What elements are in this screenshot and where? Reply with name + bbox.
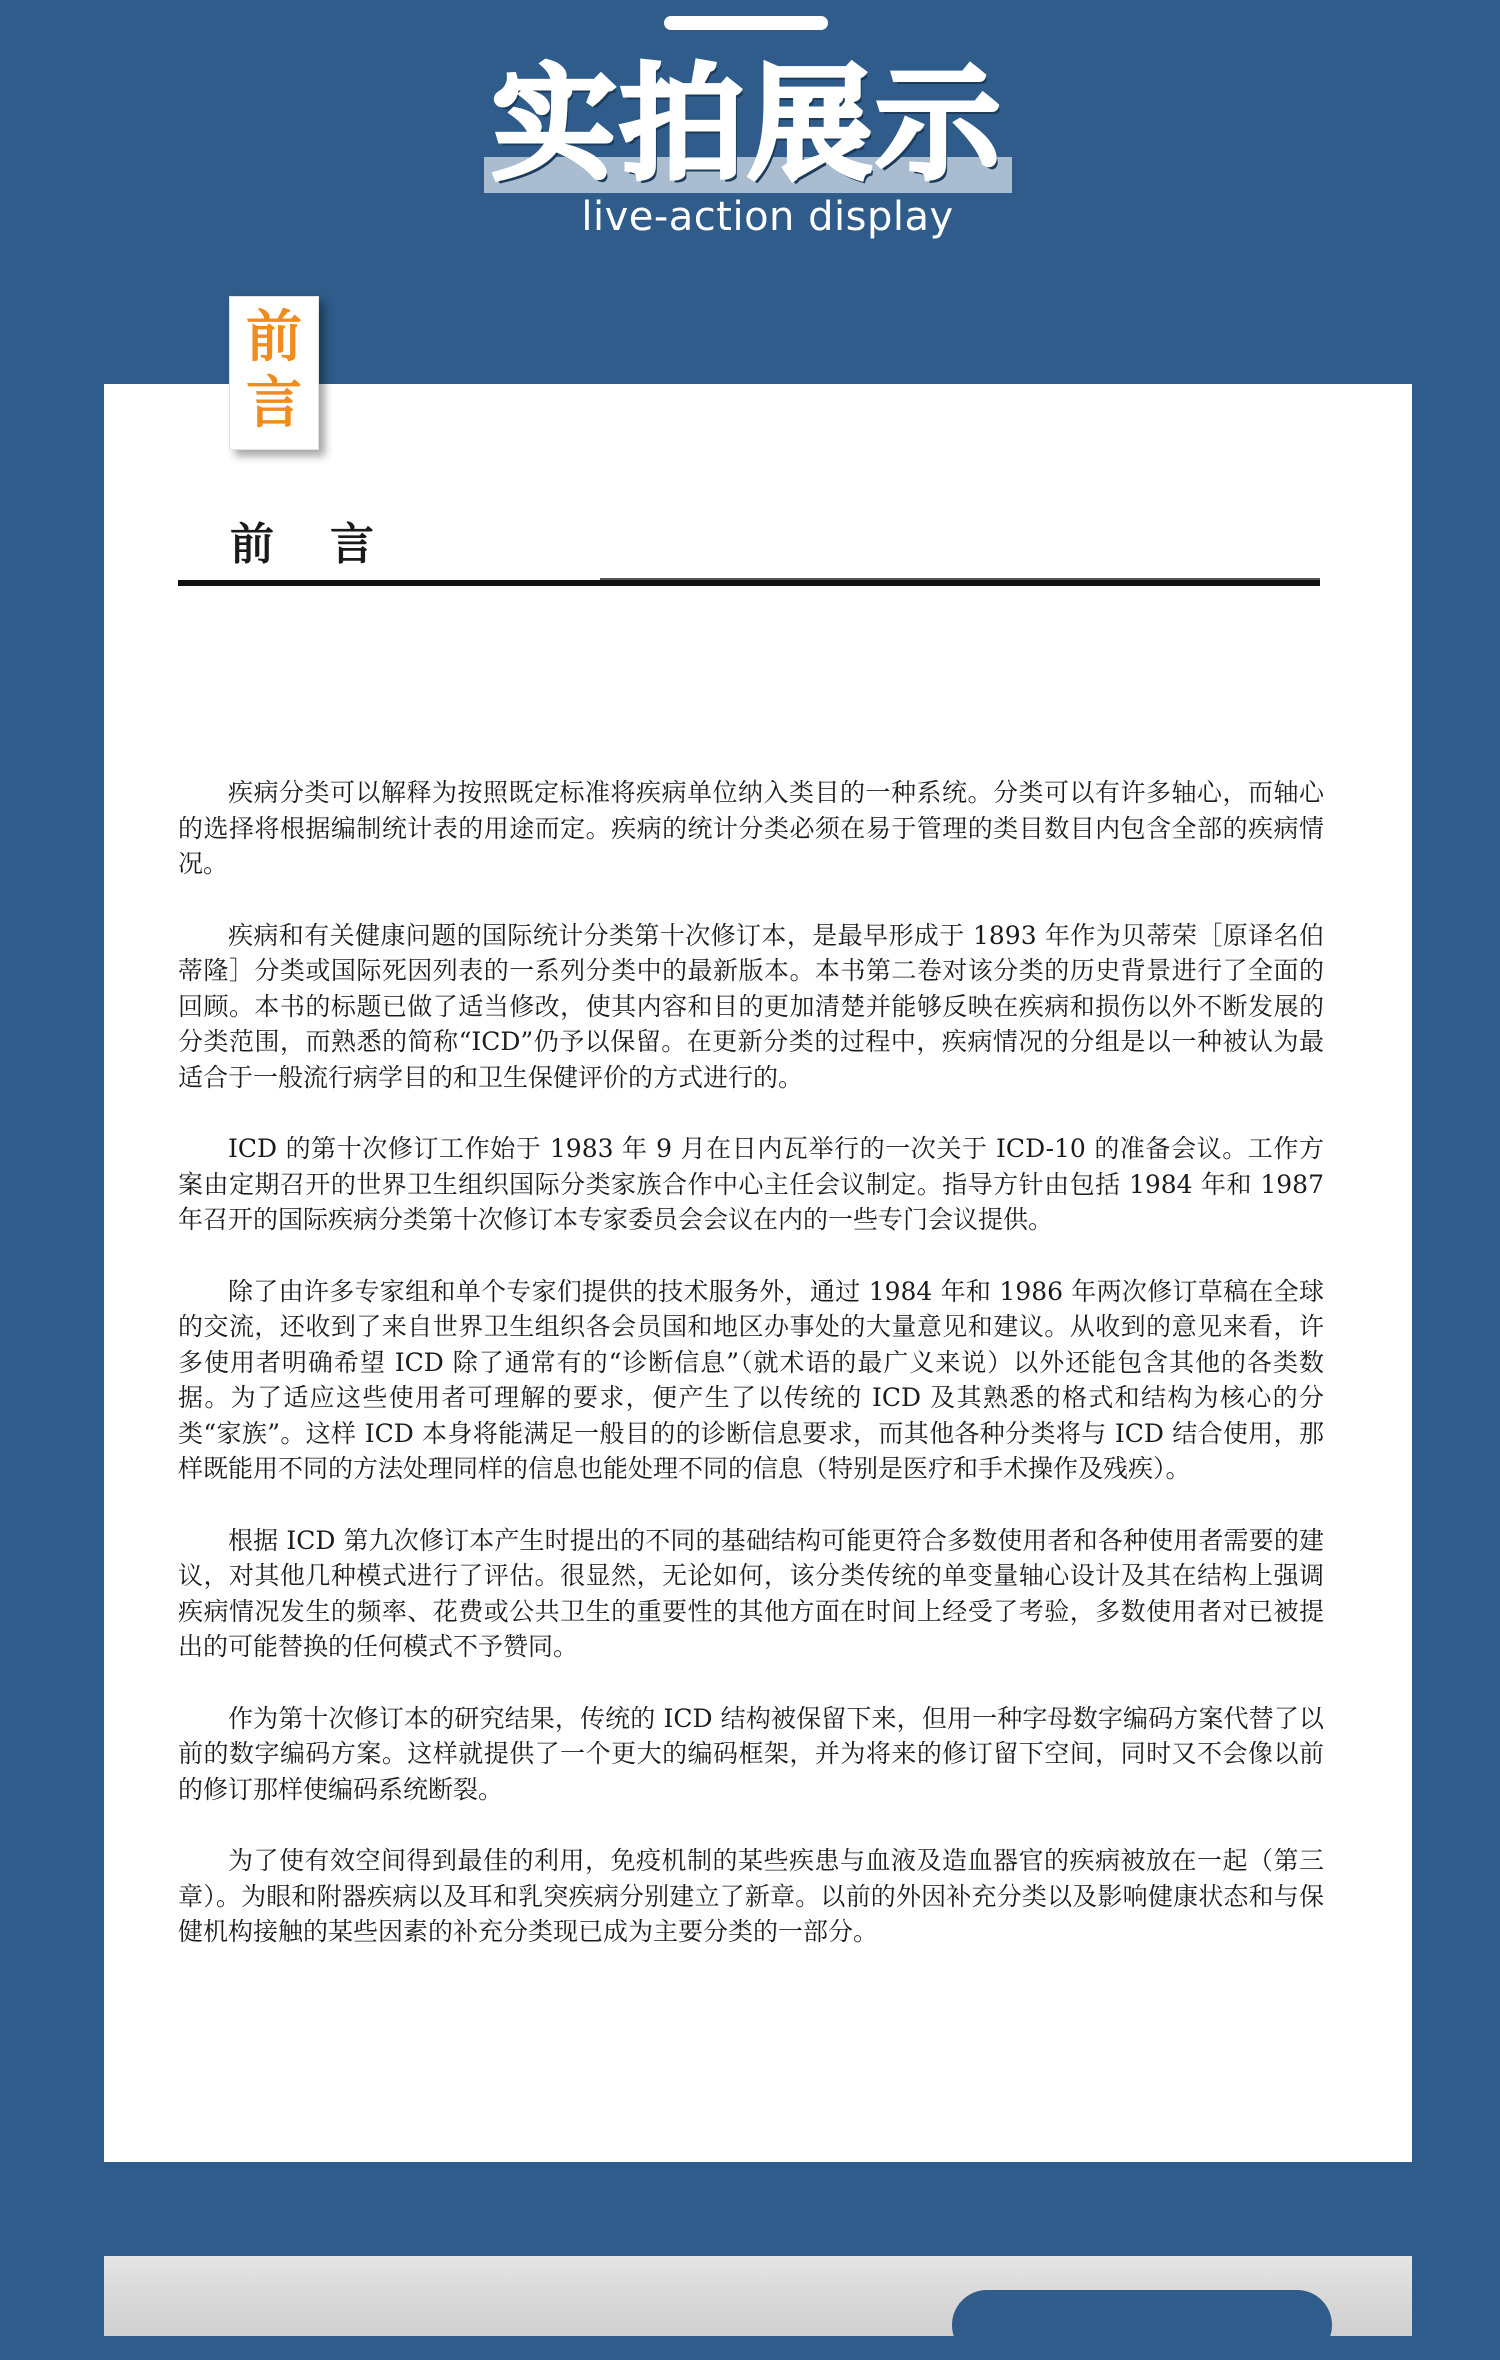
paragraph-5: 根据 ICD 第九次修订本产生时提出的不同的基础结构可能更符合多数使用者和各种使用者需要的建议，对其他几种模式进行了评估。很显然，无论如何，该分类传统的单变量轴心设计及其在结构上强调疾病情况发生的频率、花费或公共卫生的重要性的其他方面在时间上经受了考验，多数使用者对已被提出的可能替换的任何模式不予赞同。 [178,1525,1324,1661]
section-tab-label [230,305,318,437]
paragraph-2: 疾病和有关健康问题的国际统计分类第十次修订本，是最早形成于 1893 年作为贝蒂荣［原译名伯蒂隆］分类或国际死因列表的一系列分类中的最新版本。本书第二卷对该分类的历史背景进行了全面的回顾。本书的标题已做了适当修改，使其内容和目的更加清楚并能够反映在疾病和损伤以外不断发展的分类范围，而熟悉的简称“ICD”仍予以保留。在更新分类的过程中，疾病情况的分组是以一种被认为最适合于一般流行病学目的和卫生保健评价的方式进行的。 [178,920,1324,1092]
section-tab [229,296,319,450]
hero-title: 实拍展示 [491,53,1004,197]
paragraph-4: 除了由许多专家组和单个专家们提供的技术服务外，通过 1984 年和 1986 年两次修订草稿在全球的交流，还收到了来自世界卫生组织各会员国和地区办事处的大量意见和建议。从收到的意见来看，许多使用者明确希望 ICD 除了通常有的“诊断信息”（就术语的最广义来说）以外还能包含其他的各类数据。为了适应这些使用者可理解的要求，便产生了以传统的 ICD 及其熟悉的格式和结构为核心的分类“家族”。这样 ICD 本身将能满足一般目的的诊断信息要求，而其他各种分类将与 ICD 结合使用，那样既能用不同的方法处理同样的信息也能处理不同的信息（特别是医疗和手术操作及残疾）。 [178,1276,1324,1483]
heading-rule-thin [600,578,1320,580]
top-decoration-bar [664,16,828,30]
section-tab-char-2: 言 [246,371,302,436]
paragraph-1: 疾病分类可以解释为按照既定标准将疾病单位纳入类目的一种系统。分类可以有许多轴心，而轴心的选择将根据编制统计表的用途而定。疾病的统计分类必须在易于管理的类目数目内包含全部的疾病情况。 [178,778,1324,878]
document-heading: 前言 [230,519,430,570]
heading-rule [178,580,1320,586]
next-section-pill [952,2290,1332,2360]
paragraph-7: 为了使有效空间得到最佳的利用，免疫机制的某些疾患与血液及造血器官的疾病被放在一起（第三章）。为眼和附器疾病以及耳和乳突疾病分别建立了新章。以前的外因补充分类以及影响健康状态和与保健机构接触的某些因素的补充分类现已成为主要分类的一部分。 [178,1846,1324,1946]
hero-subtitle: live-action display [581,194,954,240]
section-tab-char-1: 前 [246,305,302,370]
hero-title-block [484,55,1012,195]
document-body [178,775,1324,1986]
paragraph-6: 作为第十次修订本的研究结果，传统的 ICD 结构被保留下来，但用一种字母数字编码方案代替了以前的数字编码方案。这样就提供了一个更大的编码框架，并为将来的修订留下空间，同时又不会像以前的修订那样使编码系统断裂。 [178,1703,1324,1804]
paragraph-3: ICD 的第十次修订工作始于 1983 年 9 月在日内瓦举行的一次关于 ICD-10 的准备会议。工作方案由定期召开的世界卫生组织国际分类家族合作中心主任会议制定。指导方针由包括 1984 年和 1987 年召开的国际疾病分类第十次修订本专家委员会会议在内的一些专门会议提供。 [178,1134,1324,1234]
